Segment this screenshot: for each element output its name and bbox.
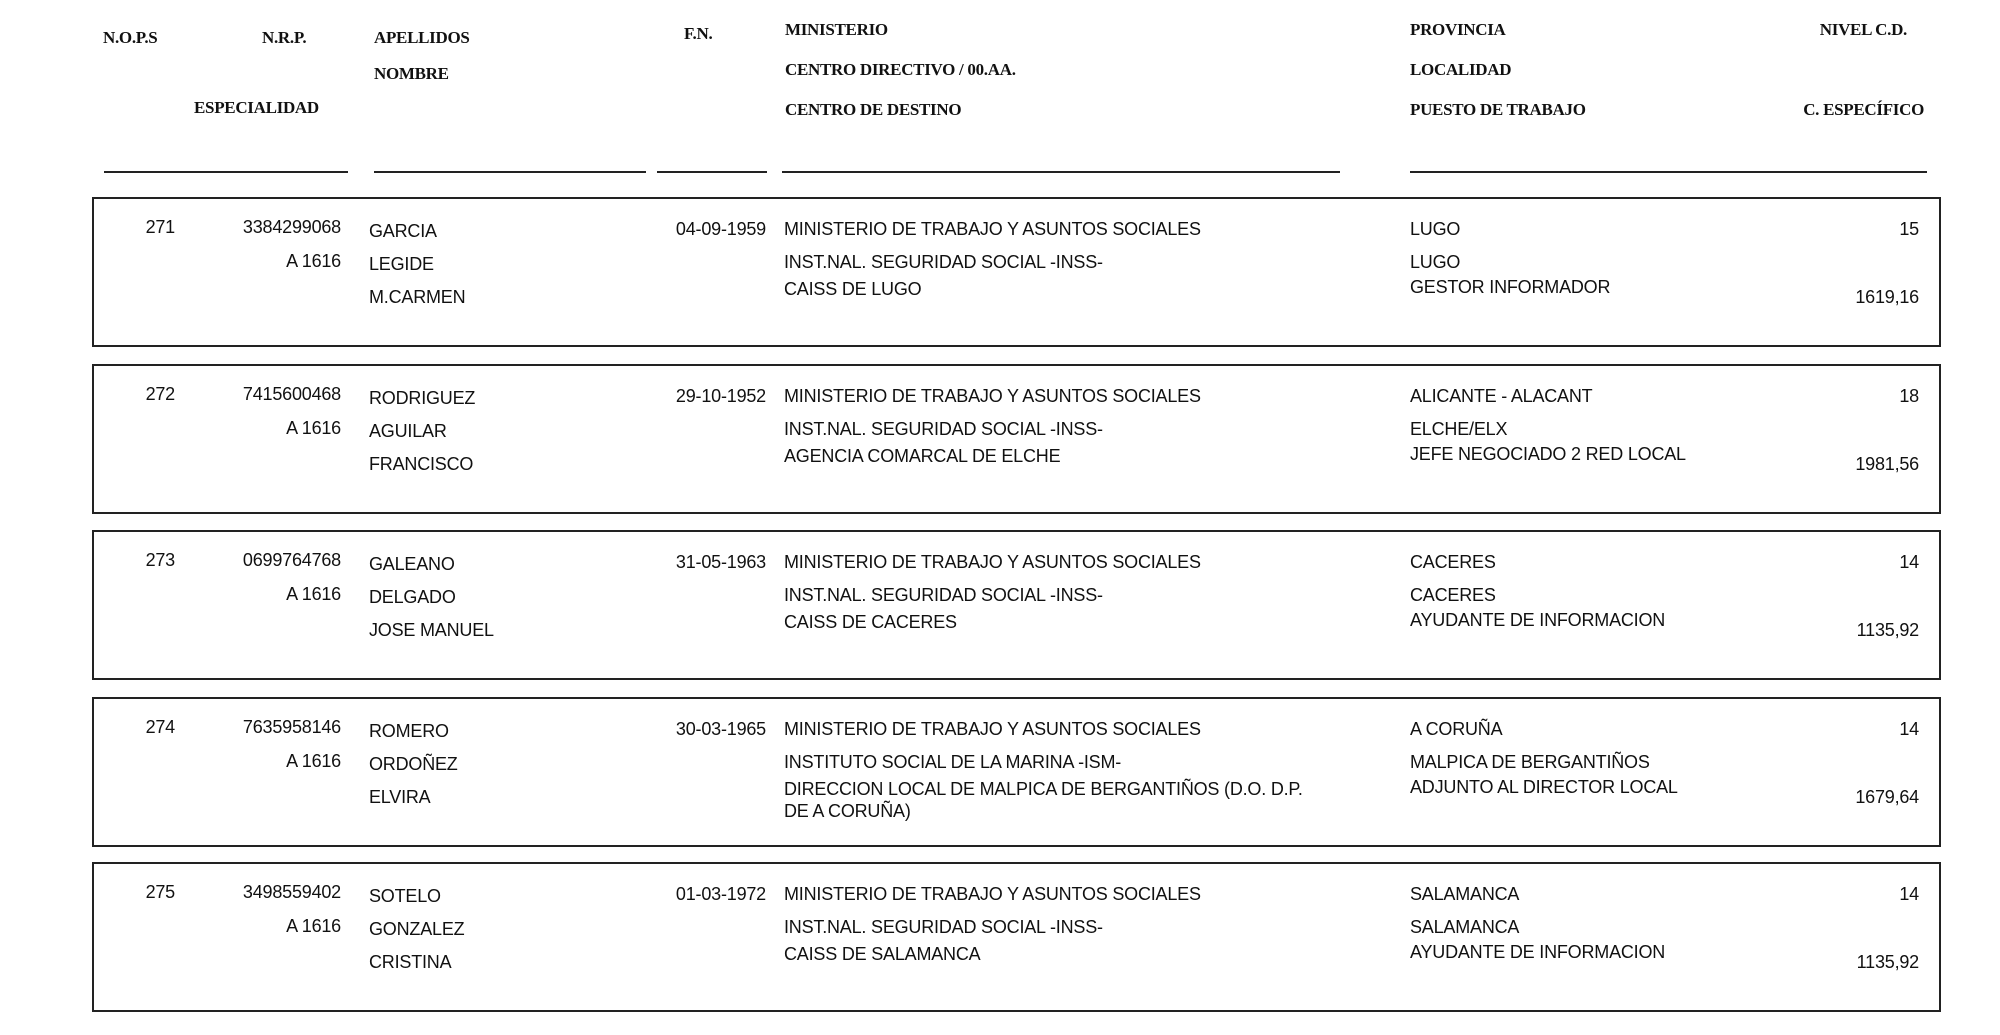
record-row — [92, 530, 1941, 680]
record-especialidad: A 1616 — [286, 751, 341, 771]
header-nrp: N.R.P. — [262, 28, 307, 47]
record-centro-directivo: INST.NAL. SEGURIDAD SOCIAL -INSS- — [784, 419, 1103, 439]
record-nombre: JOSE MANUEL — [369, 620, 494, 640]
header-centro-directivo: CENTRO DIRECTIVO / 00.AA. — [785, 60, 1016, 79]
record-fecha-nacimiento: 30-03-1965 — [675, 719, 766, 739]
record-fecha-nacimiento: 29-10-1952 — [675, 386, 766, 406]
header-localidad: LOCALIDAD — [1410, 60, 1512, 79]
header-puesto: PUESTO DE TRABAJO — [1410, 100, 1586, 119]
header-fn: F.N. — [684, 24, 713, 43]
record-apellido1: GARCIA — [369, 221, 437, 241]
header-centro-destino: CENTRO DE DESTINO — [785, 100, 962, 119]
record-apellido1: SOTELO — [369, 886, 441, 906]
divider — [782, 171, 1340, 173]
record-especifico: 1981,56 — [1855, 454, 1919, 474]
divider — [104, 171, 348, 173]
record-centro-destino: DIRECCION LOCAL DE MALPICA DE BERGANTIÑOS (D.O. D.P. — [784, 779, 1303, 799]
header-especifico: C. ESPECÍFICO — [1803, 100, 1924, 119]
record-nivel: 14 — [1899, 884, 1919, 904]
record-ministerio: MINISTERIO DE TRABAJO Y ASUNTOS SOCIALES — [784, 552, 1201, 572]
record-fecha-nacimiento: 31-05-1963 — [675, 552, 766, 572]
record-ministerio: MINISTERIO DE TRABAJO Y ASUNTOS SOCIALES — [784, 219, 1201, 239]
record-provincia: A CORUÑA — [1410, 719, 1503, 739]
record-especifico: 1135,92 — [1856, 620, 1919, 640]
record-localidad: SALAMANCA — [1410, 917, 1520, 937]
record-row — [92, 697, 1941, 847]
record-especifico: 1679,64 — [1855, 787, 1919, 807]
record-apellido2: DELGADO — [369, 587, 456, 607]
record-centro-directivo: INSTITUTO SOCIAL DE LA MARINA -ISM- — [784, 752, 1122, 772]
record-nrp: 3498559402 — [242, 882, 341, 902]
record-nivel: 14 — [1899, 719, 1919, 739]
record-nops: 274 — [145, 717, 175, 737]
record-apellido2: LEGIDE — [369, 254, 434, 274]
record-provincia: CACERES — [1410, 552, 1496, 572]
divider — [374, 171, 646, 173]
record-apellido1: ROMERO — [369, 721, 449, 741]
record-nrp: 7415600468 — [242, 384, 341, 404]
record-row — [92, 364, 1941, 514]
record-apellido1: RODRIGUEZ — [369, 388, 476, 408]
header-especialidad: ESPECIALIDAD — [194, 98, 319, 117]
record-puesto: JEFE NEGOCIADO 2 RED LOCAL — [1410, 444, 1686, 464]
record-nops: 273 — [145, 550, 175, 570]
record-nrp: 3384299068 — [242, 217, 341, 237]
record-centro-destino-cont: DE A CORUÑA) — [784, 801, 911, 821]
header-nops: N.O.P.S — [103, 28, 158, 47]
record-nombre: FRANCISCO — [369, 454, 474, 474]
record-especialidad: A 1616 — [286, 418, 341, 438]
divider — [1410, 171, 1927, 173]
record-ministerio: MINISTERIO DE TRABAJO Y ASUNTOS SOCIALES — [784, 386, 1201, 406]
record-nrp: 0699764768 — [242, 550, 341, 570]
record-centro-directivo: INST.NAL. SEGURIDAD SOCIAL -INSS- — [784, 252, 1103, 272]
record-puesto: GESTOR INFORMADOR — [1410, 277, 1611, 297]
record-apellido2: AGUILAR — [369, 421, 447, 441]
record-apellido2: ORDOÑEZ — [369, 754, 458, 774]
record-centro-destino: CAISS DE CACERES — [784, 612, 957, 632]
record-centro-destino: AGENCIA COMARCAL DE ELCHE — [784, 446, 1061, 466]
record-especifico: 1135,92 — [1856, 952, 1919, 972]
record-localidad: ELCHE/ELX — [1410, 419, 1508, 439]
divider — [657, 171, 767, 173]
header-ministerio: MINISTERIO — [785, 20, 888, 39]
record-centro-directivo: INST.NAL. SEGURIDAD SOCIAL -INSS- — [784, 585, 1103, 605]
record-nops: 275 — [145, 882, 175, 902]
record-puesto: AYUDANTE DE INFORMACION — [1410, 610, 1666, 630]
record-nrp: 7635958146 — [242, 717, 341, 737]
record-ministerio: MINISTERIO DE TRABAJO Y ASUNTOS SOCIALES — [784, 884, 1201, 904]
record-centro-destino: CAISS DE SALAMANCA — [784, 944, 981, 964]
record-fecha-nacimiento: 01-03-1972 — [675, 884, 766, 904]
record-nivel: 18 — [1899, 386, 1919, 406]
record-apellido2: GONZALEZ — [369, 919, 465, 939]
record-especifico: 1619,16 — [1855, 287, 1919, 307]
record-nops: 271 — [145, 217, 175, 237]
record-nombre: ELVIRA — [369, 787, 431, 807]
record-provincia: SALAMANCA — [1410, 884, 1520, 904]
record-nombre: M.CARMEN — [369, 287, 466, 307]
record-puesto: ADJUNTO AL DIRECTOR LOCAL — [1410, 777, 1678, 797]
record-centro-destino: CAISS DE LUGO — [784, 279, 922, 299]
record-especialidad: A 1616 — [286, 584, 341, 604]
header-provincia: PROVINCIA — [1410, 20, 1506, 39]
record-localidad: LUGO — [1410, 252, 1461, 272]
record-especialidad: A 1616 — [286, 916, 341, 936]
record-centro-directivo: INST.NAL. SEGURIDAD SOCIAL -INSS- — [784, 917, 1103, 937]
record-nivel: 15 — [1899, 219, 1919, 239]
header-apellidos: APELLIDOS — [374, 28, 470, 47]
record-nombre: CRISTINA — [369, 952, 452, 972]
record-ministerio: MINISTERIO DE TRABAJO Y ASUNTOS SOCIALES — [784, 719, 1201, 739]
record-localidad: MALPICA DE BERGANTIÑOS — [1410, 752, 1650, 772]
record-row — [92, 862, 1941, 1012]
record-nivel: 14 — [1899, 552, 1919, 572]
record-puesto: AYUDANTE DE INFORMACION — [1410, 942, 1666, 962]
record-apellido1: GALEANO — [369, 554, 455, 574]
record-nops: 272 — [145, 384, 175, 404]
record-provincia: LUGO — [1410, 219, 1461, 239]
record-localidad: CACERES — [1410, 585, 1496, 605]
record-row — [92, 197, 1941, 347]
record-especialidad: A 1616 — [286, 251, 341, 271]
header-nombre: NOMBRE — [374, 64, 449, 83]
record-fecha-nacimiento: 04-09-1959 — [675, 219, 766, 239]
header-nivel: NIVEL C.D. — [1819, 20, 1907, 39]
record-provincia: ALICANTE - ALACANT — [1410, 386, 1593, 406]
